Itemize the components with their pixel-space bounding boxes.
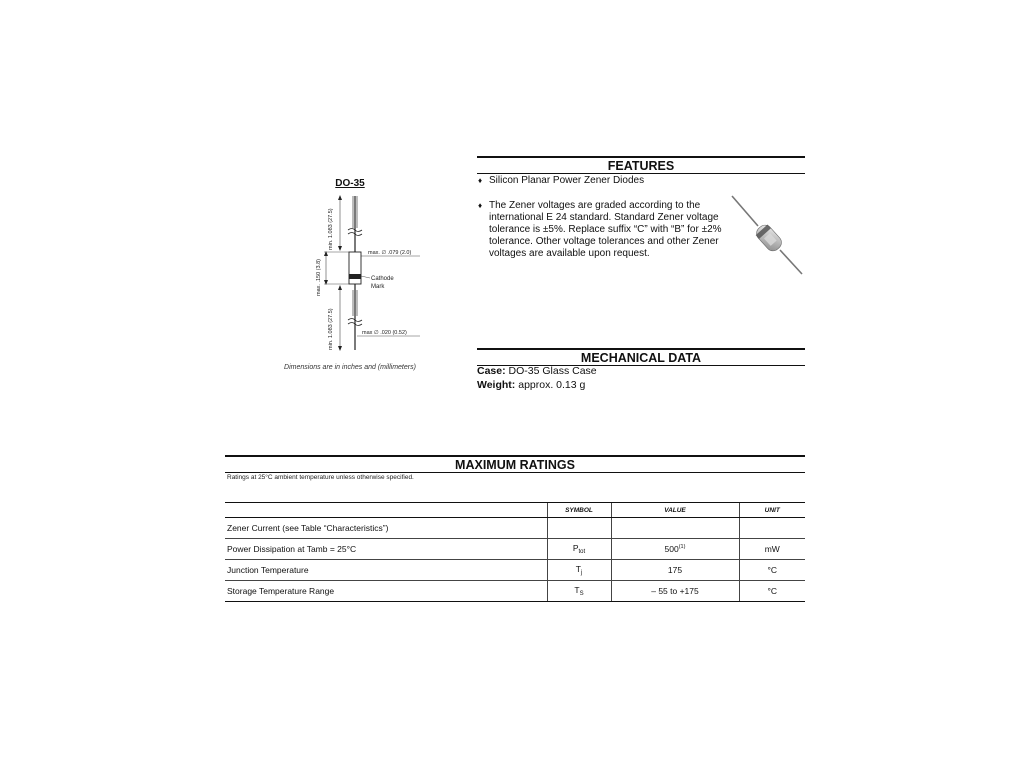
mechanical-data-heading: MECHANICAL DATA: [477, 348, 805, 366]
value-column-header: VALUE: [611, 503, 739, 518]
maximum-ratings-table: [225, 502, 805, 602]
param-cell: Junction Temperature: [225, 560, 547, 581]
weight-value: approx. 0.13 g: [518, 379, 586, 391]
diode-body: [349, 252, 361, 284]
ratings-note: Ratings at 25°C ambient temperature unless otherwise specified.: [227, 474, 414, 481]
unit-column-header: UNIT: [739, 503, 805, 518]
case-label: Case:: [477, 365, 506, 377]
value-cell: [611, 518, 739, 539]
case-value: DO-35 Glass Case: [508, 365, 597, 377]
value-cell: 175: [611, 560, 739, 581]
cathode-band: [349, 274, 361, 279]
param-cell: Storage Temperature Range: [225, 581, 547, 602]
case-line: [477, 365, 597, 378]
unit-cell: mW: [739, 539, 805, 560]
bullet-diamond-icon: ♦: [478, 176, 483, 185]
symbol-cell: [547, 518, 611, 539]
cathode-mark-label-2: Mark: [371, 284, 385, 290]
value-cell: 500$^{(1)}$: [611, 539, 739, 560]
features-heading: FEATURES: [477, 156, 805, 174]
bullet-diamond-icon: ♦: [478, 201, 483, 210]
feature-item-2: [478, 200, 748, 270]
table-row: [225, 560, 805, 581]
dim-bottom-lead-label: min. 1.083 (27.5): [328, 308, 334, 350]
package-title: DO-35: [335, 178, 365, 189]
weight-label: Weight:: [477, 379, 516, 391]
cathode-mark-label-1: Cathode: [371, 276, 394, 282]
table-header-row: [225, 503, 805, 518]
table-row: [225, 581, 805, 602]
symbol-cell: $T_S$: [547, 581, 611, 602]
table-row: [225, 518, 805, 539]
param-column-header: [225, 503, 547, 518]
unit-cell: [739, 518, 805, 539]
table-row: [225, 539, 805, 560]
dimensions-caption: Dimensions are in inches and (millimeters): [284, 364, 416, 371]
param-cell: Zener Current (see Table “Characteristics”): [225, 518, 547, 539]
param-cell: Power Dissipation at Tamb = 25°C: [225, 539, 547, 560]
dim-top-lead-label: min. 1.083 (27.5): [328, 208, 334, 250]
dim-lead-diameter-label: max ∅ .020 (0.52): [362, 330, 407, 336]
feature-text-1: Silicon Planar Power Zener Diodes: [489, 175, 645, 186]
dim-body-length-label: max. .150 (3.8): [316, 259, 322, 296]
diode-photo-image: [728, 190, 808, 280]
dim-body-diameter-label: max. ∅ .079 (2.0): [368, 250, 412, 256]
unit-cell: °C: [739, 560, 805, 581]
symbol-cell: $T_j$: [547, 560, 611, 581]
feature-item-1: [478, 175, 808, 189]
do35-outline-drawing: [300, 190, 450, 360]
weight-line: [477, 379, 585, 392]
symbol-column-header: SYMBOL: [547, 503, 611, 518]
maximum-ratings-heading: MAXIMUM RATINGS: [225, 455, 805, 473]
symbol-cell: $P_{tot}$: [547, 539, 611, 560]
value-cell: – 55 to +175: [611, 581, 739, 602]
feature-text-2: The Zener voltages are graded according to the international E 24 standard. Standard Zener voltage tolerance is ±5%. Replace suffix “C” with “B” for ±2% tolerance. Other voltage tolerances and other Zener voltages are available upon request.: [489, 200, 722, 259]
unit-cell: °C: [739, 581, 805, 602]
